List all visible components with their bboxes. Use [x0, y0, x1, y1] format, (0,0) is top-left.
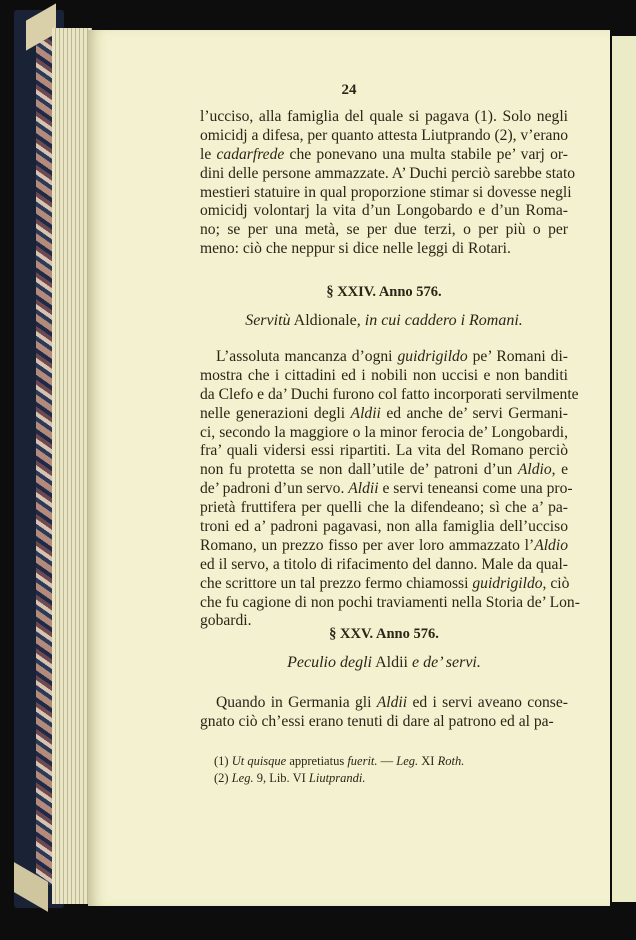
text-run: , e: [551, 461, 568, 479]
section-number: § XXV. Anno 576.: [329, 626, 439, 642]
text-run: Romano, un prezzo fisso per aver loro ammazzato l’: [200, 536, 535, 554]
text-run: XI: [418, 754, 438, 768]
italic-text: Roth.: [437, 754, 465, 768]
italic-text: Aldii: [350, 404, 381, 422]
text-run: (1): [214, 754, 232, 768]
italic-text: Ut quisque: [231, 754, 287, 768]
text-run: gobardi.: [200, 612, 252, 630]
text-run: da Clefo e da’ Duchi furono col fatto incorporati servilmente: [200, 385, 579, 403]
text-run: Quando in Germania gli: [216, 694, 377, 711]
text-line: [200, 405, 568, 424]
italic-text: Leg.: [231, 771, 254, 785]
section-subtitle: [200, 654, 568, 673]
text-run: appretiatus: [286, 754, 348, 768]
text-line: [200, 556, 568, 575]
text-run: 9, Lib. VI: [253, 771, 309, 785]
paragraph: [200, 108, 576, 259]
subtitle-line: [200, 654, 568, 673]
text-run: mestieri statuire in qual proporzione stimar si dovesse negli: [200, 183, 572, 201]
text-run: le: [200, 145, 217, 163]
text-line: [200, 694, 568, 713]
subtitle-line: [200, 312, 568, 331]
text-run: gnato ciò ch’essi erano tenuti di dare al patrono ed al pa-: [200, 712, 554, 730]
text-line: [200, 183, 572, 203]
text-run: fra’ quali vidersi essi ripartiti. La vita del Romano perciò: [200, 442, 568, 460]
text-line: [200, 108, 568, 127]
text-run: nelle generazioni degli: [200, 404, 351, 422]
section-subtitle: [200, 312, 568, 331]
text-line: [200, 221, 568, 240]
italic-text: Aldii: [348, 480, 379, 498]
text-run: meno: ciò che neppur si dice nelle leggi di Rotari.: [200, 240, 511, 258]
italic-text: e de’ servi.: [412, 654, 481, 671]
italic-text: in cui caddero i Romani.: [364, 312, 523, 329]
text-run: ed i servi aveano conse-: [407, 694, 568, 711]
text-run: che scrittore un tal prezzo fermo chiamossi: [200, 574, 473, 592]
text-run: ed anche de’ servi Germani-: [380, 404, 568, 422]
text-line: [200, 518, 568, 537]
text-line: [200, 385, 579, 405]
section-number: § XXIV. Anno 576.: [326, 284, 442, 300]
italic-text: Liutprandi.: [308, 771, 366, 785]
italic-text: Aldio: [534, 536, 568, 554]
text-run: ci, secondo la maggiore o la minor ferocia de’ Longobardi,: [200, 423, 568, 441]
text-run: prietà fruttifera per quelli che la difendeano; sì che a’ pa-: [200, 499, 568, 517]
italic-text: cadarfrede: [216, 145, 285, 163]
text-run: mostra che i cittadini ed i nobili non uccisi e non banditi: [200, 366, 568, 384]
section-heading: [200, 625, 568, 644]
text-run: omicidj a difesa, per quanto attesta Liutprando (2), v’erano: [200, 126, 569, 144]
text-run: —: [377, 754, 397, 768]
text-line: [200, 575, 568, 594]
text-run: l’ucciso, alla famiglia del quale si pagava (1). Solo negli: [200, 108, 568, 125]
paragraph: [200, 348, 580, 631]
text-line: [200, 367, 568, 386]
text-line: [200, 424, 568, 443]
footnote: [200, 770, 568, 787]
section-heading: [200, 283, 568, 302]
text-line: [200, 480, 573, 499]
italic-text: Peculio degli: [287, 654, 372, 671]
text-line: [200, 164, 576, 184]
text-run: no; se per una metà, se per due terzi, o per più o per: [200, 221, 568, 239]
page-number: 24: [341, 82, 357, 98]
text-run: ed il servo, a titolo di rifacimento del danno. Male da qual-: [200, 555, 568, 573]
text-line: [200, 240, 568, 259]
text-run: Aldii: [371, 654, 412, 671]
text-run: dini delle persone ammazzate. A’ Duchi perciò sarebbe stato: [200, 164, 576, 182]
text-run: (2): [214, 771, 232, 785]
text-line: [200, 202, 568, 221]
text-line: [200, 127, 568, 146]
text-line: [200, 713, 568, 732]
text-run: che ponevano una multa stabile pe’ varj or-: [284, 145, 568, 163]
text-line: [200, 537, 568, 556]
footnote: [200, 753, 568, 770]
footnotes: [200, 753, 568, 787]
text-run: non fu protetta se non dall’utile de’ patroni d’un: [200, 461, 518, 479]
text-run: che fu cagione di non pochi traviamenti nella Storia de’ Lon-: [200, 593, 580, 611]
text-run: , ciò: [542, 574, 570, 592]
italic-text: Aldii: [376, 694, 408, 711]
text-run: omicidj volontarj la vita d’un Longobardo e d’un Roma-: [200, 202, 568, 220]
next-page-edge: [612, 36, 636, 902]
text-line: [200, 499, 568, 518]
text-line: [200, 146, 568, 165]
italic-text: Servitù: [245, 312, 291, 329]
text-run: troni ed a’ padroni pagavasi, non alla famiglia dell’ucciso: [200, 518, 568, 536]
paragraph: [200, 694, 568, 732]
italic-text: Leg.: [396, 754, 419, 768]
book-page: [88, 30, 610, 906]
text-run: Aldionale,: [290, 312, 365, 329]
italic-text: guidrigildo: [397, 348, 468, 365]
italic-text: Aldio: [517, 461, 552, 479]
text-run: L’assoluta mancanza d’ogni: [216, 348, 398, 365]
text-run: e servi teneansi come una pro-: [378, 480, 573, 498]
italic-text: guidrigildo: [472, 574, 543, 592]
text-run: de’ padroni d’un servo.: [200, 480, 349, 498]
text-run: pe’ Romani di-: [467, 348, 568, 365]
text-line: [200, 348, 568, 367]
text-line: [200, 461, 568, 480]
text-line: [200, 442, 568, 461]
text-line: [200, 593, 580, 613]
italic-text: fuerit.: [347, 754, 378, 768]
page-edges: [52, 28, 92, 904]
